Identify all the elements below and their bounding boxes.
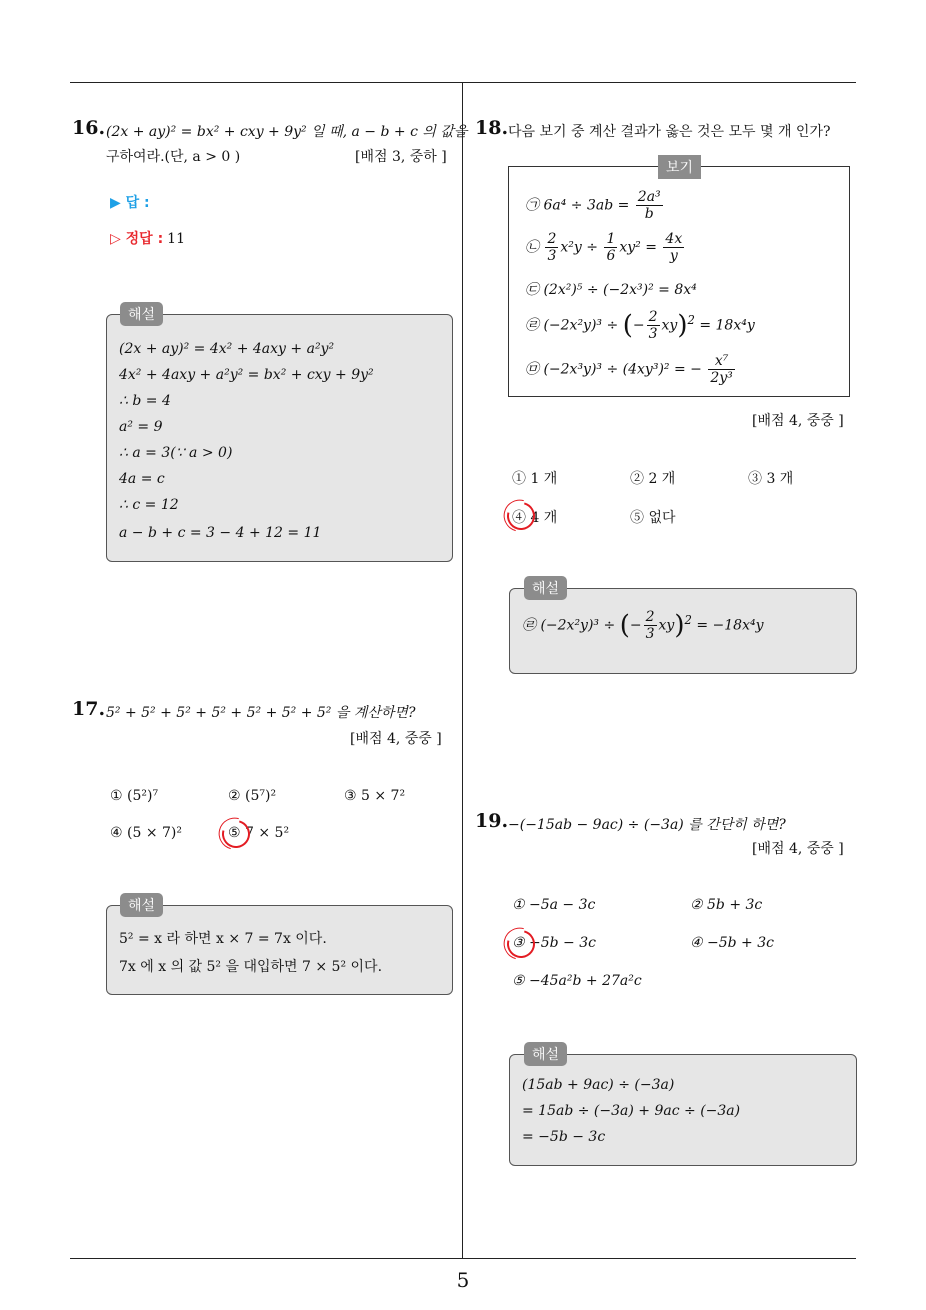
q19-choice-3[interactable]: ③ −5b − 3c	[512, 935, 596, 951]
q19-solution-line: (15ab + 9ac) ÷ (−3a)	[522, 1077, 675, 1093]
q16-solution-line: a² = 9	[119, 419, 163, 435]
q18-choice-3[interactable]: ③ 3 개	[748, 471, 794, 487]
bogi-item-2-mid: x²y ÷	[560, 239, 598, 256]
q16-solution-line: 4a = c	[119, 471, 165, 487]
q18-choice-1[interactable]: ① 1 개	[512, 471, 558, 487]
q18-solution-fraction	[644, 609, 657, 642]
q16-solution-line: ∴ a = 3(∵ a > 0)	[119, 445, 233, 461]
q17-solution-line: 5² = x 라 하면 x × 7 = 7x 이다.	[119, 931, 327, 947]
q16-solution-tag: 해설	[120, 302, 163, 326]
q19-solution-tag: 해설	[524, 1042, 567, 1066]
column-divider	[462, 83, 463, 1258]
q17-selected-circle-mark	[217, 815, 255, 853]
bogi-item-1-text: ㉠ 6a⁴ ÷ 3ab =	[525, 197, 630, 214]
fraction-denominator: 3	[645, 626, 655, 642]
bogi-item-2-fraction-c	[663, 231, 684, 264]
q16-solution-line: a − b + c = 3 − 4 + 12 = 11	[119, 525, 322, 541]
bogi-item-3: ㉢ (2x²)⁵ ÷ (−2x³)² = 8x⁴	[525, 282, 697, 298]
bogi-item-4-pre: ㉣ (−2x²y)³ ÷	[525, 317, 619, 334]
bogi-item-5-pre: ㉤ (−2x³y)³ ÷ (4xy³)² = −	[525, 361, 702, 378]
bogi-item-4: ㉣ (−2x²y)³ ÷ (− $\frac{2}{3}$ xy)$^2$ = 18x⁴y	[525, 309, 755, 342]
q19-meta: [배점 4, 중중 ]	[752, 841, 844, 857]
fraction-numerator: 2	[547, 231, 557, 247]
fraction-denominator: 3	[547, 248, 557, 264]
q18-choice-5[interactable]: ⑤ 없다	[630, 510, 676, 526]
q18-choice-4[interactable]: ④ 4 개	[512, 510, 558, 526]
q16-solution-box	[106, 314, 453, 562]
fraction-numerator: 4x	[665, 231, 683, 247]
q17-choice-4[interactable]: ④ (5 × 7)²	[110, 825, 182, 841]
bogi-item-5-fraction	[708, 353, 734, 386]
q18-solution-tag: 해설	[524, 576, 567, 600]
q18-number: 18.	[475, 117, 509, 139]
page-number: 5	[456, 1268, 470, 1292]
q17-choice-5[interactable]: ⑤ 7 × 5²	[228, 825, 290, 841]
correct-label: ▷ 정답 :	[110, 231, 164, 247]
q19-text-line1: −(−15ab − 9ac) ÷ (−3a) 를 간단히 하면?	[508, 817, 786, 833]
q19-choice-2[interactable]: ② 5b + 3c	[690, 897, 763, 913]
q16-text-line2: 구하여라.(단, a > 0 )	[106, 149, 241, 165]
fraction-denominator: b	[644, 206, 654, 222]
q18-solution-line: ㉣ (−2x²y)³ ÷ (− $\frac{2}{3}$ xy)$^2$ = −18x⁴y	[522, 609, 764, 642]
q19-selected-circle-mark	[502, 925, 540, 963]
bogi-item-5	[525, 353, 737, 386]
q18-solution-box	[509, 588, 857, 674]
bogi-item-1-fraction	[636, 189, 663, 222]
bogi-item-2-label: ㉡	[525, 239, 539, 256]
fraction-numerator: 1	[606, 231, 616, 247]
q17-solution-line: 7x 에 x 의 값 5² 을 대입하면 7 × 5² 이다.	[119, 959, 383, 975]
q17-choice-3[interactable]: ③ 5 × 7²	[344, 788, 406, 804]
q17-meta: [배점 4, 중중 ]	[350, 731, 442, 747]
q19-solution-line: = 15ab ÷ (−3a) + 9ac ÷ (−3a)	[522, 1103, 741, 1119]
q16-answer-label: ▶ 답 :	[110, 195, 150, 211]
q16-meta: [배점 3, 중하 ]	[355, 149, 447, 165]
q17-choice-2[interactable]: ② (5⁷)²	[228, 788, 277, 804]
bogi-item-2-fraction-a	[545, 231, 558, 264]
q19-choice-5[interactable]: ⑤ −45a²b + 27a²c	[512, 973, 642, 989]
fraction-numerator: x⁷	[708, 353, 734, 370]
q17-solution-box	[106, 905, 453, 995]
q18-selected-circle-mark	[502, 497, 540, 535]
q19-number: 19.	[475, 810, 509, 832]
q16-number: 16.	[72, 117, 106, 139]
q17-solution-tag: 해설	[120, 893, 163, 917]
q19-solution-box	[509, 1054, 857, 1166]
fraction-denominator: 2y³	[710, 370, 733, 386]
bottom-rule	[70, 1258, 856, 1259]
fraction-denominator: 6	[606, 248, 616, 264]
q18-meta: [배점 4, 중중 ]	[752, 413, 844, 429]
q16-solution-line: ∴ c = 12	[119, 497, 179, 513]
q19-choice-1[interactable]: ① −5a − 3c	[512, 897, 596, 913]
fraction-denominator: 3	[648, 326, 658, 342]
top-rule	[70, 82, 856, 83]
q16-solution-line: ∴ b = 4	[119, 393, 171, 409]
q17-choice-1[interactable]: ① (5²)⁷	[110, 788, 159, 804]
fraction-numerator: 2a³	[637, 189, 661, 205]
q18-bogi-box	[508, 166, 850, 397]
q18-text-line1: 다음 보기 중 계산 결과가 옳은 것은 모두 몇 개 인가?	[508, 124, 831, 140]
q18-choice-2[interactable]: ② 2 개	[630, 471, 676, 487]
bogi-item-2-after: xy² =	[619, 239, 657, 256]
q16-solution-line: (2x + ay)² = 4x² + 4axy + a²y²	[119, 341, 335, 357]
bogi-item-2	[525, 231, 686, 264]
q17-text-line1: 5² + 5² + 5² + 5² + 5² + 5² + 5² 을 계산하면?	[106, 705, 416, 721]
bogi-item-4-post: = 18x⁴y	[699, 317, 755, 334]
q16-solution-line: 4x² + 4axy + a²y² = bx² + cxy + 9y²	[119, 367, 374, 383]
q16-text-line1: (2x + ay)² = bx² + cxy + 9y² 일 때, a − b + c 의 값을	[106, 124, 468, 140]
fraction-denominator: y	[669, 248, 678, 264]
q16-correct-answer	[110, 228, 185, 248]
bogi-item-4-fraction	[647, 309, 660, 342]
bogi-item-1	[525, 189, 665, 222]
fraction-numerator: 2	[645, 609, 655, 625]
fraction-numerator: 2	[648, 309, 658, 325]
bogi-item-2-fraction-b	[604, 231, 617, 264]
q17-number: 17.	[72, 698, 106, 720]
q18-solution-pre: ㉣ (−2x²y)³ ÷	[522, 617, 616, 634]
q18-solution-post: = −18x⁴y	[696, 617, 764, 634]
correct-value: 11	[167, 231, 185, 247]
q18-bogi-tag: 보기	[658, 155, 701, 179]
q19-choice-4[interactable]: ④ −5b + 3c	[690, 935, 774, 951]
q19-solution-line: = −5b − 3c	[522, 1129, 606, 1145]
